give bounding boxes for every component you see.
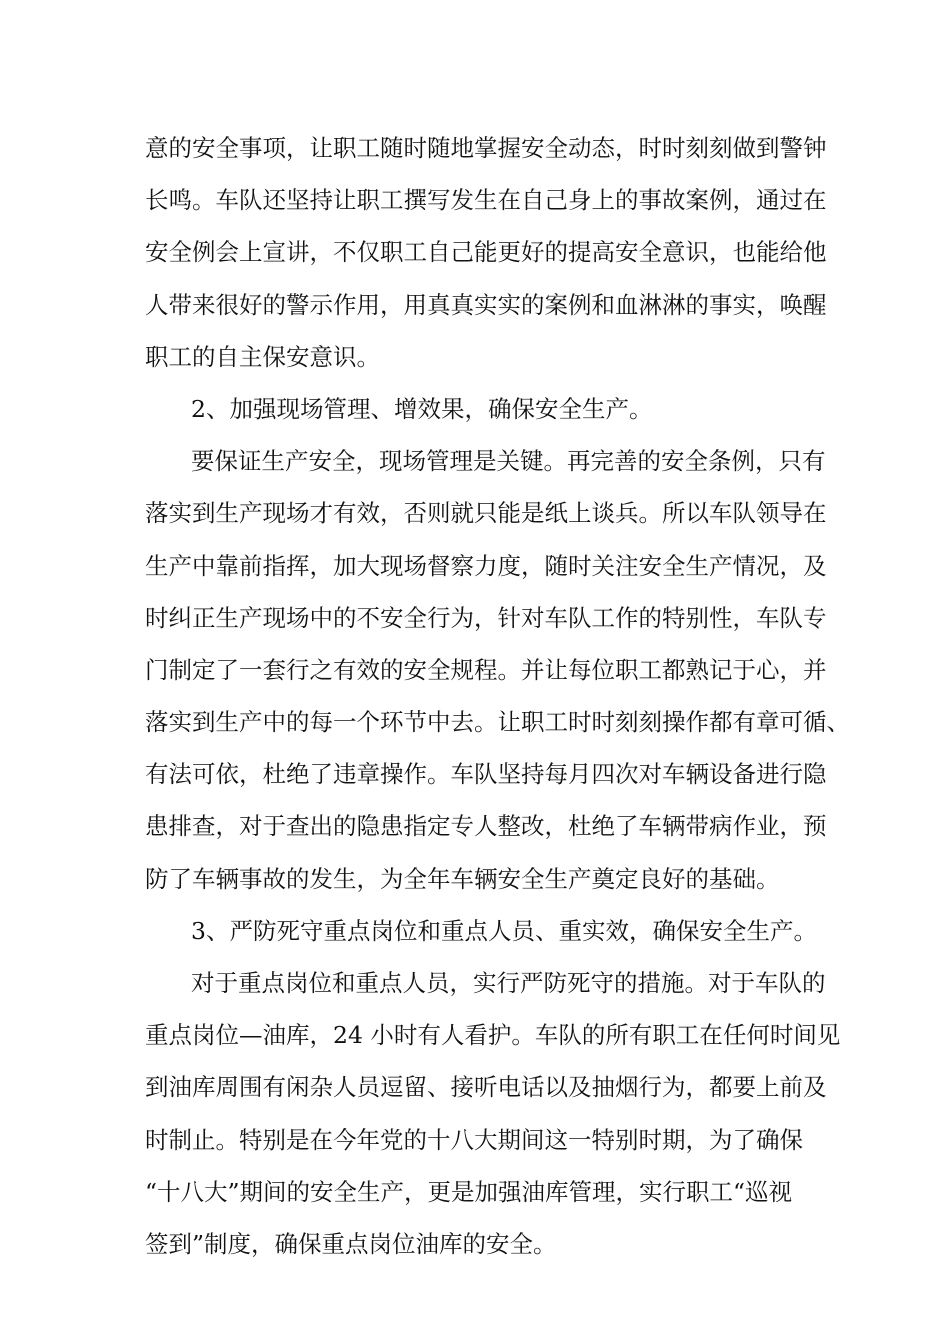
text-line: 对于重点岗位和重点人员，实行严防死守的措施。对于车队的 [191,969,826,997]
text-line: 门制定了一套行之有效的安全规程。并让每位职工都熟记于心，并 [145,655,827,684]
text-line: 安全例会上宣讲，不仅职工自己能更好的提高安全意识，也能给他 [145,238,827,267]
text-line: 签到”制度，确保重点岗位油库的安全。 [145,1229,557,1258]
text-line: 生产中靠前指挥，加大现场督察力度，随时关注安全生产情况，及 [145,551,827,580]
body-text [145,122,850,1270]
text-line: “十八大”期间的安全生产，更是加强油库管理，实行职工“巡视 [145,1177,793,1206]
text-line: 意的安全事项，让职工随时随地掌握安全动态，时时刻刻做到警钟 [145,134,827,162]
text-line: 落实到生产中的每一个环节中去。让职工时时刻刻操作都有章可循、 [145,708,850,737]
text-line: 人带来很好的警示作用，用真真实实的案例和血淋淋的事实，唤醒 [145,290,827,319]
text-line: 到油库周围有闲杂人员逗留、接听电话以及抽烟行为，都要上前及 [145,1073,827,1102]
text-line: 防了车辆事故的发生，为全年车辆安全生产奠定良好的基础。 [145,864,780,893]
text-line: 落实到生产现场才有效，否则就只能是纸上谈兵。所以车队领导在 [145,499,827,528]
text-line: 要保证生产安全，现场管理是关键。再完善的安全条例，只有 [191,447,826,476]
text-line: 时纠正生产现场中的不安全行为，针对车队工作的特别性，车队专 [145,603,827,632]
text-line: 重点岗位—油库，24 小时有人看护。车队的所有职工在任何时间见 [145,1021,841,1050]
text-line: 职工的自主保安意识。 [145,342,380,371]
section-heading-2: 2、加强现场管理、增效果，确保安全生产。 [191,394,653,423]
text-line: 患排查，对于查出的隐患指定专人整改，杜绝了车辆带病作业，预 [145,812,827,841]
text-line: 时制止。特别是在今年党的十八大期间这一特别时期，为了确保 [145,1125,803,1154]
section-heading-3: 3、严防死守重点岗位和重点人员、重实效，确保安全生产。 [191,916,817,945]
text-line: 有法可依，杜绝了违章操作。车队坚持每月四次对车辆设备进行隐 [145,760,827,789]
text-line: 长鸣。车队还坚持让职工撰写发生在自己身上的事故案例，通过在 [145,186,827,215]
